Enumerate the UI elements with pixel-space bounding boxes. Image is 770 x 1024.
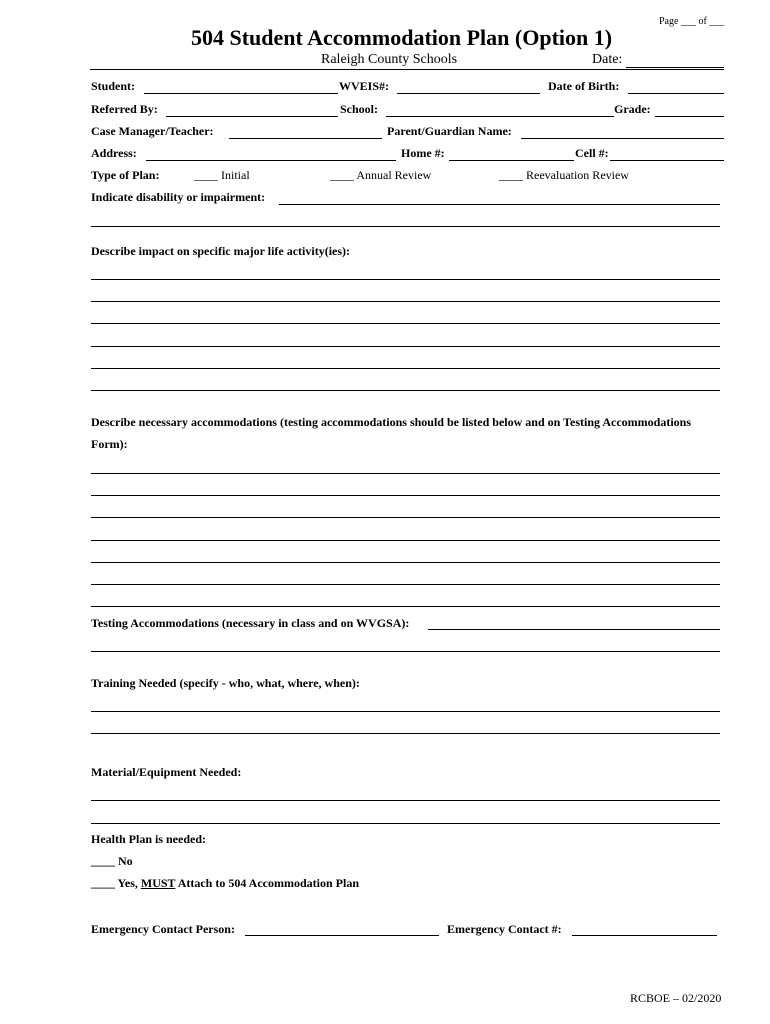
- testing-field[interactable]: [428, 629, 720, 630]
- testing-heading: Testing Accommodations (necessary in class and on WVGSA):: [91, 616, 410, 630]
- impact-heading: Describe impact on specific major life activity(ies):: [91, 244, 351, 258]
- wveis-field[interactable]: [397, 93, 540, 94]
- parent-label: Parent/Guardian Name:: [387, 124, 512, 138]
- dob-field[interactable]: [628, 93, 724, 94]
- accommodations-line[interactable]: [91, 562, 720, 563]
- impact-line[interactable]: [91, 346, 720, 347]
- health-yes-must: MUST: [140, 876, 176, 890]
- disability-field[interactable]: [279, 204, 720, 205]
- material-line[interactable]: [91, 823, 720, 824]
- referred-by-label: Referred By:: [91, 102, 158, 116]
- accommodations-line[interactable]: [91, 606, 720, 607]
- case-manager-field[interactable]: [229, 138, 382, 139]
- emergency-person-field[interactable]: [245, 935, 439, 936]
- health-plan-heading: Health Plan is needed:: [91, 832, 207, 846]
- referred-by-field[interactable]: [166, 116, 338, 117]
- date-field[interactable]: [626, 67, 724, 68]
- grade-field[interactable]: [655, 116, 724, 117]
- page-title: 504 Student Accommodation Plan (Option 1): [191, 25, 613, 50]
- home-phone-label: Home #:: [401, 146, 445, 160]
- plan-annual-option[interactable]: ____ Annual Review: [330, 168, 432, 182]
- health-yes-suffix: Attach to 504 Accommodation Plan: [177, 876, 360, 890]
- training-line[interactable]: [91, 711, 720, 712]
- school-label: School:: [340, 102, 379, 116]
- training-line[interactable]: [91, 733, 720, 734]
- emergency-person-label: Emergency Contact Person:: [91, 922, 235, 936]
- emergency-number-field[interactable]: [572, 935, 717, 936]
- testing-field-line-2[interactable]: [91, 651, 720, 652]
- student-field[interactable]: [144, 93, 338, 94]
- emergency-number-label: Emergency Contact #:: [447, 922, 562, 936]
- school-field[interactable]: [386, 116, 614, 117]
- disability-field-line-2[interactable]: [91, 226, 720, 227]
- date-label: Date:: [592, 52, 623, 67]
- header-divider: [90, 69, 724, 70]
- health-plan-yes-option[interactable]: [91, 876, 359, 891]
- address-label: Address:: [91, 146, 137, 160]
- health-plan-no-option[interactable]: ____ No: [91, 854, 133, 868]
- district-name: Raleigh County Schools: [321, 52, 458, 67]
- wveis-label: WVEIS#:: [339, 79, 390, 93]
- material-line[interactable]: [91, 800, 720, 801]
- accommodations-line[interactable]: [91, 540, 720, 541]
- grade-label: Grade:: [614, 102, 651, 116]
- cell-phone-field[interactable]: [610, 160, 724, 161]
- plan-reevaluation-option[interactable]: ____ Reevaluation Review: [499, 168, 629, 182]
- accommodations-line[interactable]: [91, 495, 720, 496]
- home-phone-field[interactable]: [449, 160, 574, 161]
- dob-label: Date of Birth:: [548, 79, 620, 93]
- type-of-plan-label: Type of Plan:: [91, 168, 160, 182]
- impact-line[interactable]: [91, 390, 720, 391]
- training-heading: Training Needed (specify - who, what, where, when):: [91, 676, 360, 690]
- case-manager-label: Case Manager/Teacher:: [91, 124, 214, 138]
- impact-line[interactable]: [91, 279, 720, 280]
- accommodations-heading-cont: Form):: [91, 437, 128, 451]
- impact-line[interactable]: [91, 301, 720, 302]
- page-counter: Page ___ of ___: [659, 16, 725, 27]
- impact-line[interactable]: [91, 368, 720, 369]
- health-yes-prefix: ____ Yes,: [91, 876, 138, 890]
- footer-code: RCBOE – 02/2020: [630, 991, 722, 1005]
- cell-phone-label: Cell #:: [575, 146, 609, 160]
- accommodations-line[interactable]: [91, 584, 720, 585]
- impact-line[interactable]: [91, 323, 720, 324]
- plan-initial-option[interactable]: ____ Initial: [194, 168, 250, 182]
- accommodations-line[interactable]: [91, 517, 720, 518]
- parent-field[interactable]: [521, 138, 724, 139]
- accommodations-heading: Describe necessary accommodations (testing accommodations should be listed below and on Testing Accommodations: [91, 415, 692, 429]
- disability-label: Indicate disability or impairment:: [91, 190, 266, 204]
- address-field[interactable]: [146, 160, 396, 161]
- student-label: Student:: [91, 79, 136, 93]
- accommodations-line[interactable]: [91, 473, 720, 474]
- material-heading: Material/Equipment Needed:: [91, 765, 242, 779]
